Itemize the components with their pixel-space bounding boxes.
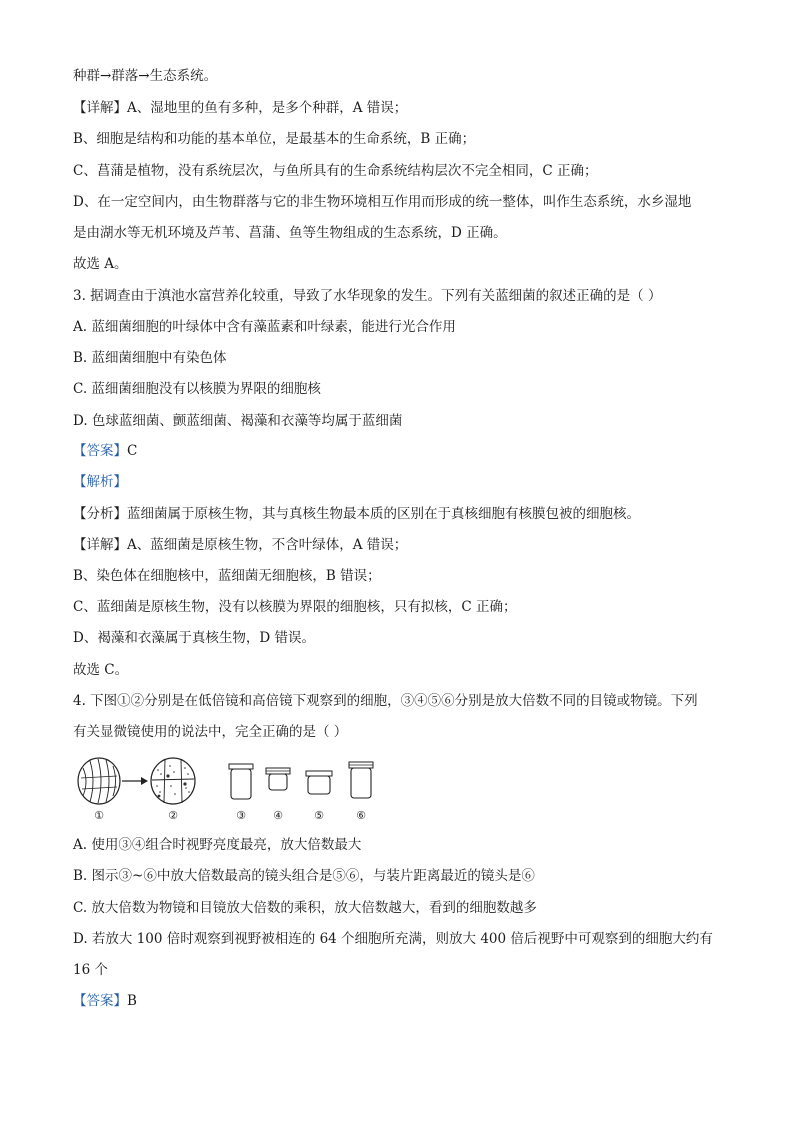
text-line: 故选 C。 [73, 662, 129, 678]
question-3-stem: 3. 据调查由于滇池水富营养化较重，导致了水华现象的发生。下列有关蓝细菌的叙述正确的是（ ） [73, 288, 662, 304]
figure-label: ④ [273, 809, 283, 822]
lens-6-icon [349, 762, 373, 798]
microscope-figure [73, 756, 393, 826]
text-line: 是由湖水等无机环境及芦苇、菖蒲、鱼等生物组成的生态系统，D 正确。 [73, 225, 507, 241]
text-line: C、菖蒲是植物，没有系统层次，与鱼所具有的生命系统结构层次不完全相同，C 正确； [73, 163, 598, 179]
figure-label: ⑥ [356, 809, 366, 822]
arrow-icon [122, 777, 148, 785]
analysis-heading: 【解析】 [73, 474, 127, 490]
text-line: 【详解】A、湿地里的鱼有多种，是多个种群，A 错误； [73, 100, 408, 116]
option-a: A. 蓝细菌细胞的叶绿体中含有藻蓝素和叶绿素，能进行光合作用 [73, 319, 456, 335]
text-line: D、在一定空间内，由生物群落与它的非生物环境相互作用而形成的统一整体，叫作生态系统，水乡湿地 [73, 194, 692, 210]
figure-label: ③ [236, 809, 246, 822]
lens-5-icon [306, 771, 332, 794]
text-line: C、蓝细菌是原核生物，没有以核膜为界限的细胞核，只有拟核，C 正确； [73, 599, 517, 615]
figure-label: ① [94, 809, 104, 822]
answer-line: 【答案】C [73, 443, 138, 459]
high-power-cells-icon [151, 758, 195, 804]
text-line: D、褐藻和衣藻属于真核生物，D 错误。 [73, 630, 315, 646]
option-d: D. 色球蓝细菌、颤蓝细菌、褐藻和衣藻等均属于蓝细菌 [73, 413, 403, 429]
option-c: C. 放大倍数为物镜和目镜放大倍数的乘积，放大倍数越大，看到的细胞数越多 [73, 900, 537, 916]
option-b: B. 蓝细菌细胞中有染色体 [73, 350, 227, 366]
answer-line: 【答案】B [73, 993, 137, 1009]
option-c: C. 蓝细菌细胞没有以核膜为界限的细胞核 [73, 381, 321, 397]
low-power-cells-icon [78, 758, 120, 804]
text-line: B、细胞是结构和功能的基本单位，是最基本的生命系统，B 正确； [73, 131, 476, 147]
text-line: 【分析】蓝细菌属于原核生物，其与真核生物最本质的区别在于真核细胞有核膜包被的细胞核。 [73, 506, 640, 522]
text-line: 故选 A。 [73, 256, 128, 272]
text-line: 【详解】A、蓝细菌是原核生物，不含叶绿体，A 错误； [73, 537, 408, 553]
lens-3-icon [229, 764, 253, 799]
question-4-stem: 4. 下图①②分别是在低倍镜和高倍镜下观察到的细胞，③④⑤⑥分别是放大倍数不同的目镜或物镜。下列 [73, 693, 698, 709]
lens-4-icon [266, 768, 290, 790]
option-d: D. 若放大 100 倍时观察到视野被相连的 64 个细胞所充满，则放大 400 倍后视野中可观察到的细胞大约有 [73, 931, 713, 947]
question-4-stem-cont: 有关显微镜使用的说法中，完全正确的是（ ） [73, 724, 348, 740]
figure-label: ⑤ [314, 809, 324, 822]
figure-label: ② [168, 809, 178, 822]
option-d-cont: 16 个 [73, 962, 108, 978]
text-line: B、染色体在细胞核中，蓝细菌无细胞核，B 错误； [73, 568, 381, 584]
text-line: 种群→群落→生态系统。 [73, 68, 218, 84]
option-a: A. 使用③④组合时视野亮度最亮，放大倍数最大 [73, 837, 362, 853]
option-b: B. 图示③~⑥中放大倍数最高的镜头组合是⑤⑥，与装片距离最近的镜头是⑥ [73, 868, 535, 884]
